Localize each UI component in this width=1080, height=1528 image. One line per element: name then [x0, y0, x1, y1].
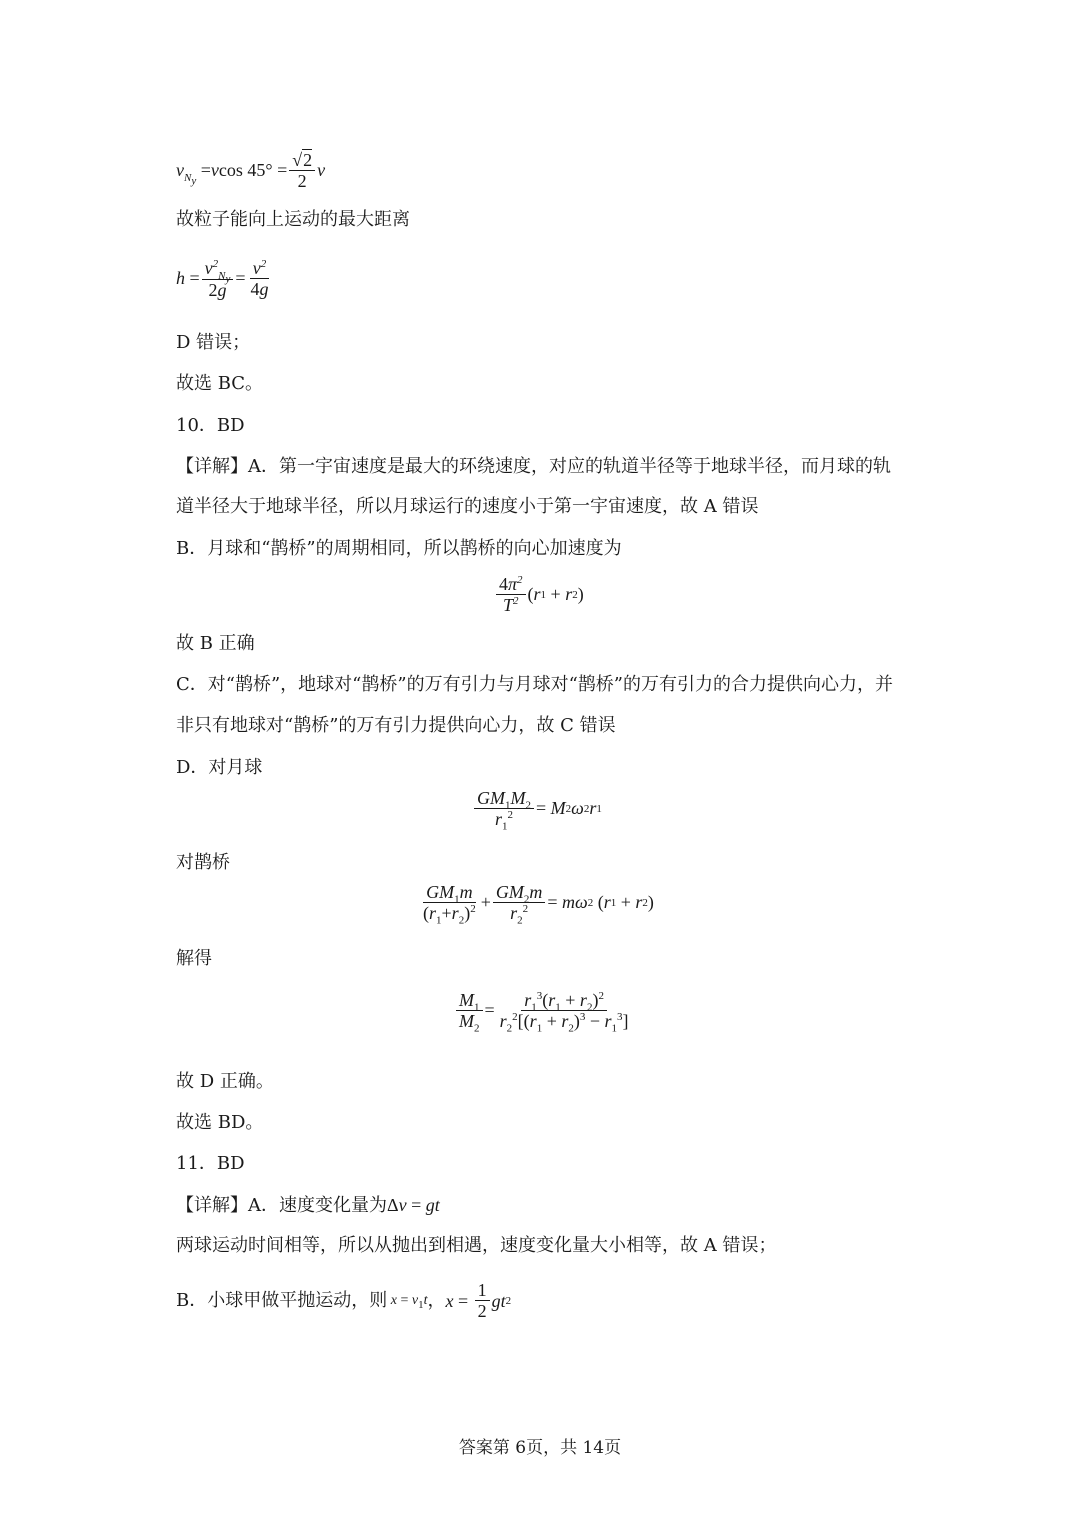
equation-x-half-gt2: x = $\frac{1}{2}$ gt 2 [445, 1280, 512, 1321]
page-footer: 答案第 6页，共 14页 [458, 1438, 622, 1458]
text-line: 故 D 正确。 [176, 1071, 274, 1092]
equation-h: h = $\frac{v^2_{N_y}}{2g}$ = $\frac{v^2}{4g}$ [176, 258, 269, 300]
text-line: 道半径大于地球半径，所以月球运行的速度小于第一宇宙速度，故 A 错误 [176, 496, 759, 517]
equation-acceleration: $\frac{4\pi^2}{T^2}$ ( r 1 + r 2 ) [494, 574, 584, 615]
text-line: B．月球和“鹊桥”的周期相同，所以鹊桥的向心加速度为 [176, 538, 622, 559]
question-number: 10．BD [176, 415, 245, 436]
text-line: 解得 [176, 948, 212, 969]
text-line: 对鹊桥 [176, 852, 230, 873]
text-segment: 【详解】A．速度变化量为 [176, 1195, 387, 1216]
text-line: 故选 BD。 [176, 1112, 264, 1133]
equation-relay: $\frac{GM_1m}{(r_1+r_2)^2}$ + $\frac{GM_2m}{r_2^2}$ = mω 2 ( r 1 + r 2 ) [423, 882, 654, 927]
text-segment: B．小球甲做平抛运动，则 [176, 1289, 388, 1311]
text-line: 【详解】A．第一宇宙速度是最大的环绕速度，对应的轨道半径等于地球半径，而月球的轨 [176, 456, 891, 477]
text-line: 故 B 正确 [176, 633, 255, 654]
text-line: 非只有地球对“鹊桥”的万有引力提供向心力，故 C 错误 [176, 715, 616, 736]
text-line [176, 1280, 511, 1321]
text-line: C．对“鹊桥”，地球对“鹊桥”的万有引力与月球对“鹊桥”的万有引力的合力提供向心力，并 [176, 674, 893, 695]
equation-vny: $v_{N_y}$ = v cos 45° = $\frac{√2}{2}$ v [176, 150, 326, 191]
text-line: 两球运动时间相等，所以从抛出到相遇，速度变化量大小相等，故 A 错误； [176, 1235, 777, 1256]
text-line: 故粒子能向上运动的最大距离 [176, 209, 410, 230]
text-line: D．对月球 [176, 757, 263, 778]
equation-moon: $\frac{GM_1M_2}{r_1^2}$ = M 2 ω 2 r 1 [472, 788, 602, 829]
question-number: 11．BD [176, 1153, 245, 1174]
text-line: D 错误； [176, 332, 251, 353]
text-line: 故选 BC。 [176, 373, 264, 394]
text-line [176, 1193, 440, 1218]
separator: ， [427, 1289, 446, 1311]
equation-mass-ratio: $\frac{M_1}{M_2}$ = $\frac{r_1^3(r_1 + r_2)^2}{r_2^2[(r_1 + r_2)^3 - r_1^3]}$ [454, 990, 634, 1031]
equation-x-v1t: $x = v_1t$ [387, 1292, 428, 1311]
equation-delta-v: Δv = gt [387, 1195, 440, 1215]
